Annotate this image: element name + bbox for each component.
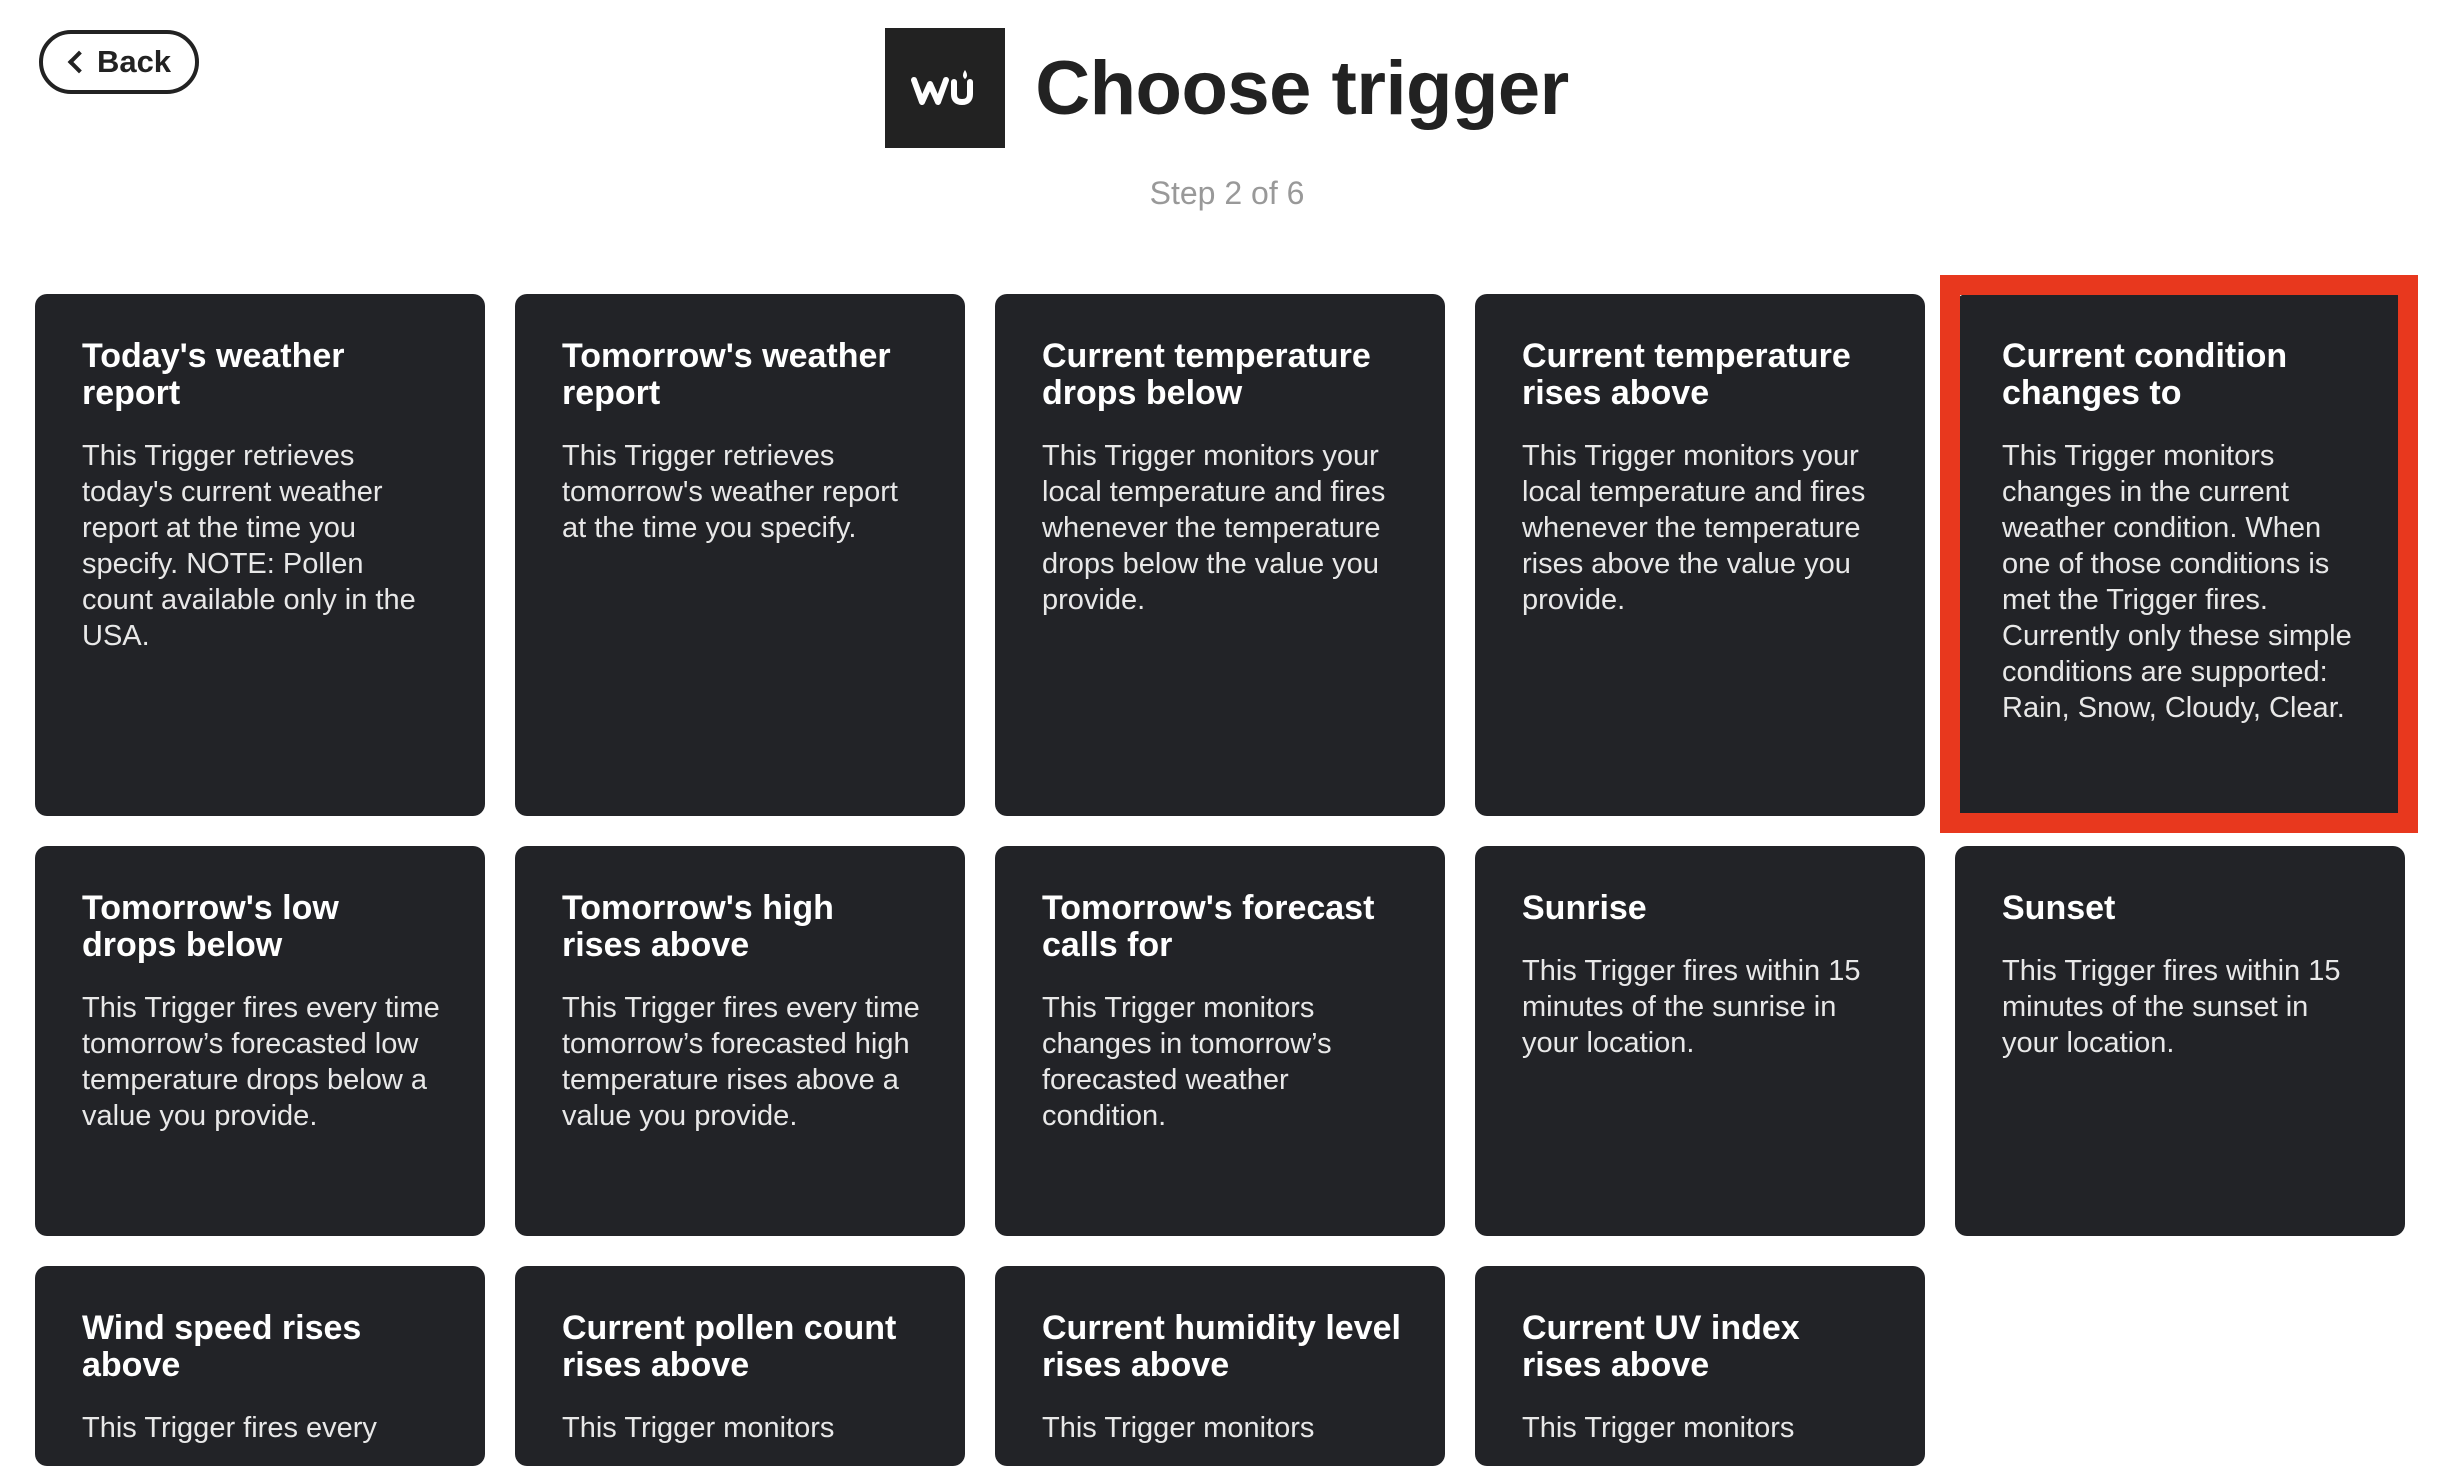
trigger-card-current-temperature-rises-above[interactable] xyxy=(1475,294,1925,816)
trigger-description: This Trigger retrieves today's current weather report at the time you specify. NOTE: Pollen count available only in the USA. xyxy=(82,440,416,652)
trigger-description: This Trigger monitors changes in the current weather condition. When one of those conditions is met the Trigger fires. Currently only these simple conditions are supported: Rain, Snow, Cloudy, Clear. xyxy=(2002,440,2352,724)
trigger-description: This Trigger monitors xyxy=(1042,1412,1315,1444)
trigger-card-tomorrows-low-drops-below[interactable] xyxy=(35,846,485,1236)
step-indicator: Step 2 of 6 xyxy=(1149,175,1305,211)
trigger-title: Tomorrow's low drops below xyxy=(82,889,339,964)
trigger-description: This Trigger fires every time tomorrow’s forecasted low temperature drops below a value you provide. xyxy=(82,992,440,1132)
trigger-card-todays-weather-report[interactable] xyxy=(35,294,485,816)
trigger-title: Tomorrow's weather report xyxy=(562,337,891,412)
trigger-description: This Trigger fires every time tomorrow’s forecasted high temperature rises above a value you provide. xyxy=(562,992,920,1132)
trigger-title: Tomorrow's forecast calls for xyxy=(1042,889,1375,964)
trigger-card-current-humidity-level-rises-above[interactable] xyxy=(995,1266,1445,1466)
trigger-card-current-pollen-count-rises-above[interactable] xyxy=(515,1266,965,1466)
trigger-title: Current temperature rises above xyxy=(1522,337,1851,412)
trigger-description: This Trigger fires within 15 minutes of the sunset in your location. xyxy=(2002,955,2341,1059)
trigger-title: Current pollen count rises above xyxy=(562,1309,897,1384)
trigger-description: This Trigger monitors your local temperature and fires whenever the temperature rises above the value you provide. xyxy=(1522,440,1866,616)
trigger-title: Tomorrow's high rises above xyxy=(562,889,834,964)
trigger-card-wind-speed-rises-above[interactable] xyxy=(35,1266,485,1466)
trigger-description: This Trigger fires within 15 minutes of the sunrise in your location. xyxy=(1522,955,1861,1059)
trigger-description: This Trigger monitors changes in tomorrow’s forecasted weather condition. xyxy=(1042,992,1332,1132)
trigger-grid xyxy=(35,294,2419,1466)
trigger-card-sunset[interactable] xyxy=(1955,846,2405,1236)
trigger-description: This Trigger monitors xyxy=(562,1412,835,1444)
trigger-card-current-uv-index-rises-above[interactable] xyxy=(1475,1266,1925,1466)
trigger-title: Sunrise xyxy=(1522,889,1647,927)
trigger-description: This Trigger monitors your local temperature and fires whenever the temperature drops below the value you provide. xyxy=(1042,440,1386,616)
trigger-card-current-temperature-drops-below[interactable] xyxy=(995,294,1445,816)
trigger-title: Sunset xyxy=(2002,889,2116,927)
trigger-title: Wind speed rises above xyxy=(82,1309,362,1384)
trigger-title: Current temperature drops below xyxy=(1042,337,1371,412)
trigger-description: This Trigger fires every xyxy=(82,1412,377,1444)
trigger-title: Current UV index rises above xyxy=(1522,1309,1800,1384)
trigger-description: This Trigger monitors xyxy=(1522,1412,1795,1444)
trigger-card-tomorrows-weather-report[interactable] xyxy=(515,294,965,816)
trigger-title: Current humidity level rises above xyxy=(1042,1309,1401,1384)
page-title: Choose trigger xyxy=(1035,45,1569,131)
back-button-label: Back xyxy=(96,44,172,79)
trigger-card-sunrise[interactable] xyxy=(1475,846,1925,1236)
trigger-description: This Trigger retrieves tomorrow's weather report at the time you specify. xyxy=(562,440,898,544)
weather-underground-logo xyxy=(885,28,1005,148)
trigger-card-tomorrows-forecast-calls-for[interactable] xyxy=(995,846,1445,1236)
wu-logo-icon xyxy=(910,68,980,108)
page-header xyxy=(0,28,2454,148)
trigger-title: Current condition changes to xyxy=(2002,337,2288,412)
trigger-card-tomorrows-high-rises-above[interactable] xyxy=(515,846,965,1236)
trigger-title: Today's weather report xyxy=(82,337,345,412)
trigger-card-current-condition-changes-to[interactable] xyxy=(1955,294,2405,816)
